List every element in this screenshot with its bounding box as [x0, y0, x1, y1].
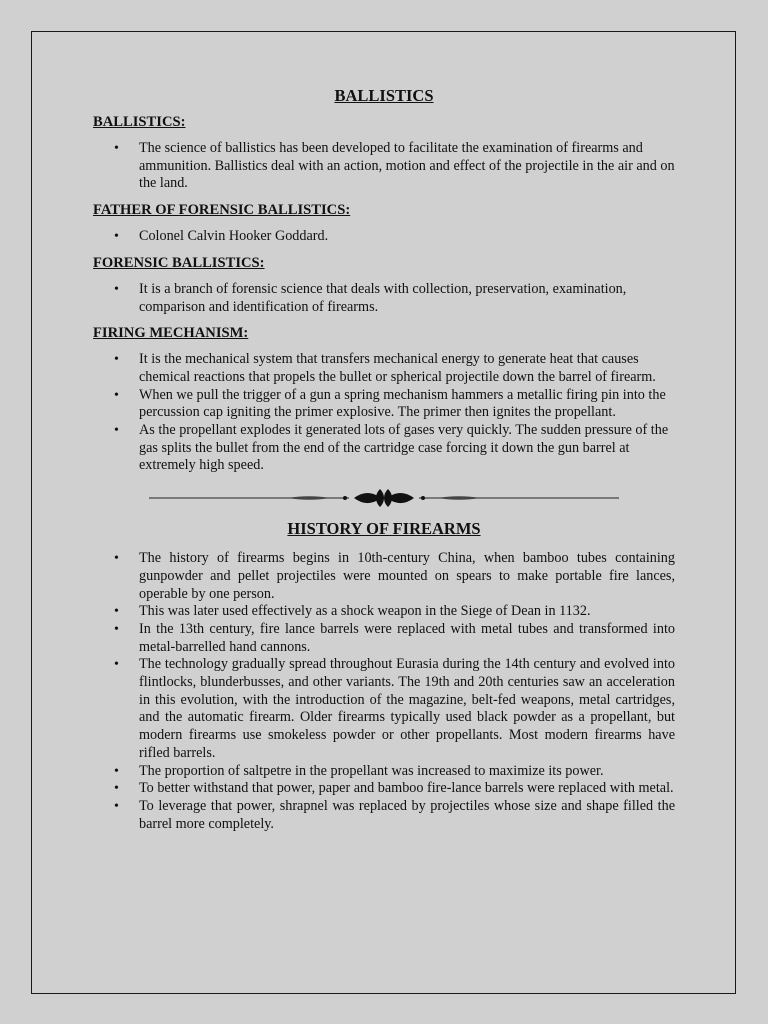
bullet-list [93, 228, 675, 246]
list-item: • This was later used effectively as a shock weapon in the Siege of Dean in 1132. [93, 603, 675, 621]
bullet-list [93, 351, 675, 475]
bullet-list [93, 281, 675, 316]
section-heading: FATHER OF FORENSIC BALLISTICS: [93, 202, 351, 219]
ornament-icon [149, 483, 619, 513]
list-item: • As the propellant explodes it generated lots of gases very quickly. The sudden pressure of the gas splits the bullet from the end of the cartridge case forcing it down the gun barrel at extremely high speed. [93, 422, 675, 475]
list-item: • To leverage that power, shrapnel was replaced by projectiles whose size and shape filled the barrel more completely. [93, 798, 675, 833]
document-content [93, 86, 675, 841]
list-item: • It is the mechanical system that transfers mechanical energy to generate heat that causes chemical reactions that propels the bullet or spherical projectile down the barrel of firearm. [93, 351, 675, 386]
bullet-list [93, 140, 675, 193]
section-title: HISTORY OF FIREARMS [287, 519, 481, 539]
section-heading: FORENSIC BALLISTICS: [93, 254, 265, 271]
list-item: • Colonel Calvin Hooker Goddard. [93, 228, 675, 246]
list-item: • The history of firearms begins in 10th-century China, when bamboo tubes containing gunpowder and pellet projectiles were mounted on spears to make portable fire lances, operable by one person. [93, 550, 675, 603]
ornamental-divider [93, 483, 675, 513]
section-firing-mechanism [93, 324, 675, 475]
section-history-of-firearms [93, 519, 675, 833]
list-item: • The proportion of saltpetre in the propellant was increased to maximize its power. [93, 763, 675, 781]
list-item: • In the 13th century, fire lance barrels were replaced with metal tubes and transformed into metal-barrelled hand cannons. [93, 621, 675, 656]
list-item: • The science of ballistics has been developed to facilitate the examination of firearms and ammunition. Ballistics deal with an action, motion and effect of the projectile in the air and on the land. [93, 140, 675, 193]
section-father-of-forensic-ballistics [93, 201, 675, 246]
list-item: • It is a branch of forensic science that deals with collection, preservation, examination, comparison and identification of firearms. [93, 281, 675, 316]
section-heading: BALLISTICS: [93, 114, 186, 130]
page-title: BALLISTICS [334, 86, 434, 105]
list-item: • To better withstand that power, paper and bamboo fire-lance barrels were replaced with metal. [93, 780, 675, 798]
list-item: • When we pull the trigger of a gun a spring mechanism hammers a metallic firing pin into the percussion cap igniting the primer explosive. The primer then ignites the propellant. [93, 387, 675, 422]
section-forensic-ballistics [93, 254, 675, 316]
section-heading: FIRING MECHANISM: [93, 325, 249, 342]
bullet-list [93, 550, 675, 833]
list-item: • The technology gradually spread throughout Eurasia during the 14th century and evolved into flintlocks, blunderbusses, and other variants. The 19th and 20th centuries saw an acceleration in this evolution, with the introduction of the magazine, belt-fed weapons, metal cartridges, and the automatic firearm. Older firearms typically used black powder as a propellant, but modern firearms use smokeless powder or other propellants. Most modern firearms have rifled barrels. [93, 656, 675, 762]
section-ballistics [93, 113, 675, 193]
